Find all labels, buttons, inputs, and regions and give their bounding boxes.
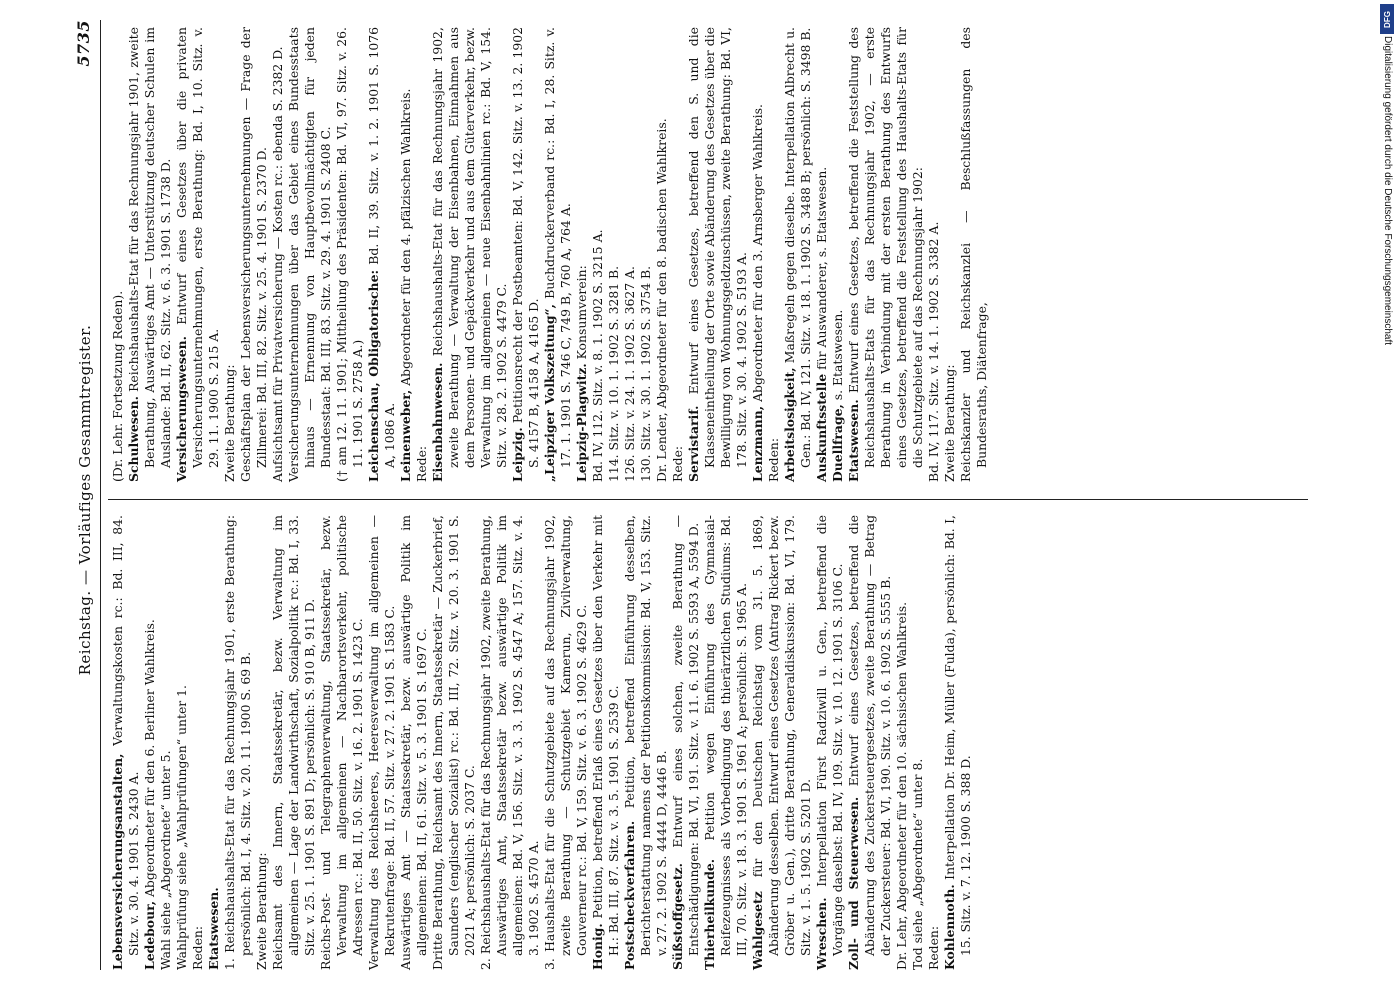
index-entry xyxy=(430,515,478,970)
entry-text: Reichshaushalts-Etat für das Rechnungsjahr 1902, zweite Berathung — Verwaltung der Eisenbahnen, Einnahmen aus dem Personen- und Gepäckverkehr und aus dem Güterverkehr, bezw. Verwaltung im allgemeinen — neue Eisenbahnlinien rc.: Bd. V, 154. Sitz. v. 28. 2. 1902 S. 4479 C. xyxy=(430,27,509,468)
entry-keyword: Auskunftsstelle xyxy=(814,373,829,482)
entry-text: Verwaltungskosten rc.: Bd. III, 84. Sitz. v. 30. 4. 1901 S. 2430 A. xyxy=(110,515,141,956)
index-entry xyxy=(510,27,542,482)
entry-text: Reichs-Post- und Telegraphenverwaltung, Staatssekretär, bezw. Verwaltung im allgemeinen — Nachbarortsverkehr, politische Adressen rc.: Bd. II, 50. Sitz. v. 16. 2. 1901 S. 1423 C. xyxy=(318,515,365,970)
index-entry xyxy=(430,27,510,482)
entry-text: Wahlprüfung siehe „Wahlprüfungen“ unter 1. xyxy=(174,685,189,970)
entry-text: Entwurf eines Gesetzes, betreffend die Abänderung des Zuckersteuergesetzes, zweite Berathung — Betrag der Zuckersteuer: Bd. VI, 190. Sitz. v. 10. 6. 1902 S. 5555 B. xyxy=(846,515,893,956)
index-entry xyxy=(846,515,894,970)
entry-keyword: Süßstoffgesetz. xyxy=(670,863,685,970)
index-entry xyxy=(126,27,174,482)
entry-text: Bd. IV, 117. Sitz. v. 14. 1. 1902 S. 3382 A. xyxy=(926,221,941,482)
entry-text: Petition, betreffend Erlaß eines Gesetzes über den Verkehr mit H.: Bd. III, 87. Sitz. v. 3. 5. 1901 S. 2539 C. xyxy=(590,515,621,956)
dfg-logo-text: DFG xyxy=(1382,10,1392,28)
index-entry xyxy=(926,27,942,482)
index-entry xyxy=(750,27,766,482)
index-entry xyxy=(334,27,366,482)
entry-keyword: Honig. xyxy=(590,923,605,970)
dfg-logo xyxy=(1380,4,1394,34)
index-entry xyxy=(942,515,974,970)
left-column xyxy=(110,515,974,970)
entry-text: Versicherungsunternehmungen über das Gebiet eines Bundesstaats hinaus — Ernennung von Hauptbevollmächtigten für jeden Bundesstaat: Bd. III, 83. Sitz. v. 29. 4. 1901 S. 2408 C. xyxy=(286,27,333,482)
entry-keyword: Schulwesen. xyxy=(126,396,141,482)
entry-keyword: Leichenschau, Obligatorische: xyxy=(366,269,381,482)
index-entry xyxy=(654,27,670,482)
index-entry xyxy=(702,515,750,970)
index-entry xyxy=(366,27,398,482)
entry-text: Konsumverein: xyxy=(574,265,589,364)
header-rule xyxy=(100,20,101,970)
page-number: 5735 xyxy=(74,20,93,67)
entry-text: für Auswanderer, s. Etatswesen. xyxy=(814,166,829,374)
entry-text: s. Etatswesen. xyxy=(830,309,845,405)
index-entry xyxy=(814,515,846,970)
page-header xyxy=(70,0,100,1000)
entry-text: Tod siehe „Abgeordnete“ unter 8. xyxy=(910,758,925,970)
index-entry xyxy=(814,27,830,482)
entry-keyword: Leipzig-Plagwitz. xyxy=(574,363,589,482)
entry-text: Verwaltung des Reichsheeres, Heeresverwaltung im allgemeinen — Rekrutenfrage: Bd. II, 57. Sitz. v. 27. 2. 1901 S. 1583 C. xyxy=(366,515,397,970)
entry-text: 1. Reichshaushalts-Etat für das Rechnungsjahr 1901, erste Berathung: persönlich: Bd. I, 4. Sitz. v. 20. 11. 1900 S. 69 B. xyxy=(222,515,253,970)
entry-text: Rede: xyxy=(670,445,685,482)
index-entry xyxy=(270,27,286,482)
index-entry xyxy=(158,515,174,970)
entry-text: Dritte Berathung, Reichsamt des Innern, Staatssekretär — Zuckerbrief, Saunders (englischer Sozialist) rc.: Bd. III, 72. Sitz. v. 20. 3. 1901 S. 2021 A; persönlich: S. 2037 C. xyxy=(430,515,477,970)
index-entry xyxy=(606,27,622,482)
index-entry xyxy=(622,515,670,970)
entry-text: Zweite Berathung: xyxy=(942,364,957,482)
entry-text: Entwurf eines Gesetzes, betreffend den S. und die Klasseneintheilung der Orte sowie Abänderung des Gesetzes über die Bewilligung von Wohnungsgeldzuschüssen, zweite Berathung: Bd. VI, 178. Sitz. v. 30. 4. 1902 S. 5193 A. xyxy=(686,27,749,468)
index-entry xyxy=(398,515,430,970)
entry-keyword: Servistarif. xyxy=(686,405,701,482)
entry-text: Entwurf eines solchen, zweite Berathung — Entschädigungen: Bd. VI, 191. Sitz. v. 11. 6. 1902 S. 5593 A, 5594 D. xyxy=(670,515,701,956)
entry-text: Bd. II, 39. Sitz. v. 1. 2. 1901 S. 1076 A, 1086 A. xyxy=(366,27,397,468)
entry-text: Abgeordneter für den 4. pfälzischen Wahlkreis. xyxy=(398,88,413,390)
entry-text: Reden: xyxy=(190,925,205,970)
column-divider xyxy=(108,499,1308,500)
entry-text: 2. Reichshaushalts-Etat für das Rechnungsjahr 1902, zweite Berathung, Auswärtiges Amt, Staatssekretär bezw. auswärtige Politik im allgemeinen: Bd. V, 156. Sitz. v. 3. 3. 1902 S. 4547 A; 157. Sitz. v. 4. 3. 1902 S. 4570 A. xyxy=(478,515,541,970)
entry-text: Zweite Berathung: xyxy=(222,364,237,482)
entry-text: Aufsichtsamt für Privatversicherung — Kosten rc.: ebenda S. 2382 D. xyxy=(270,46,285,482)
entry-keyword: Duellfrage, xyxy=(830,404,845,482)
index-entry xyxy=(206,515,222,970)
index-entry xyxy=(910,515,926,970)
entry-text: 126. Sitz. v. 24. 1. 1902 S. 3627 A. xyxy=(622,266,637,482)
index-entry xyxy=(846,27,926,482)
entry-text: Entwurf eines Gesetzes, betreffend die Feststellung des Reichshaushalts-Etats für das Rechnungsjahr 1902, — erste Berathung in Verbindung mit der ersten Berathung des Entwurfs eines Gesetzes, betreffend die Feststellung des Haushalts-Etats für die Schutzgebiete auf das Rechnungsjahr 1902: xyxy=(846,27,925,468)
entry-keyword: Arbeitslosigkeit, xyxy=(782,367,797,482)
index-entry xyxy=(366,515,398,970)
entry-keyword: Ledebour, xyxy=(142,900,157,970)
index-entry xyxy=(222,515,254,970)
index-entry xyxy=(414,27,430,482)
index-entry xyxy=(942,27,958,482)
entry-keyword: Lenzmann, xyxy=(750,405,765,482)
index-entry xyxy=(254,515,270,970)
entry-text: Geschäftsplan der Lebensversicherungsunternehmungen — Frage der Zillmerei: Bd. III, 82. Sitz. v. 25. 4. 1901 S. 2370 D. xyxy=(238,27,269,482)
index-entry xyxy=(542,27,574,482)
entry-keyword: Leinenweber, xyxy=(398,389,413,482)
entry-text: 114. Sitz. v. 10. 1. 1902 S. 3281 B. xyxy=(606,265,621,482)
index-entry xyxy=(238,27,270,482)
entry-keyword: „Leipziger Volkszeitung“, xyxy=(542,304,557,482)
entry-text: († am 12. 11. 1901; Mittheilung des Präsidenten: Bd. VI, 97. Sitz. v. 26. 11. 1901 S. 2758 A.) xyxy=(334,27,365,482)
right-column xyxy=(110,27,990,482)
index-entry xyxy=(286,27,334,482)
entry-keyword: Thierheilkunde. xyxy=(702,858,717,970)
entry-text: Reden: xyxy=(926,925,941,970)
index-entry xyxy=(894,515,910,970)
entry-keyword: Lebensversicherungsanstalten, xyxy=(110,753,125,970)
digitisation-note: Digitalisierung gefördert durch die Deutsche Forschungsgemeinschaft xyxy=(1382,36,1393,346)
index-entry xyxy=(590,515,622,970)
index-entry xyxy=(478,515,542,970)
entry-text: Abgeordneter für den 6. Berliner Wahlkreis. xyxy=(142,619,157,901)
entry-text: Bd. IV, 112. Sitz. v. 8. 1. 1902 S. 3215 A. xyxy=(590,229,605,482)
index-entry xyxy=(830,27,846,482)
entry-text: Interpellation Fürst Radziwill u. Gen., betreffend die Vorgänge daselbst: Bd. IV, 109. Sitz. v. 10. 12. 1901 S. 3106 C. xyxy=(814,515,845,956)
entry-text: Reichsamt des Innern, Staatssekretär, bezw. Verwaltung im allgemeinen — Lage der Landwirthschaft, Sozialpolitik rc.: Bd. I, 33. Sitz. v. 25. 1. 1901 S. 891 D; persönlich: S. 910 B, 911 D. xyxy=(270,515,317,970)
entry-keyword: Wreschen. xyxy=(814,897,829,970)
entry-text: für den Deutschen Reichstag vom 31. 5. 1869, Abänderung desselben. Entwurf eines Gesetzes (Antrag Rickert bezw. Gröber u. Gen.), dritte Berathung, Generaldiskussion: Bd. VI, 179. Sitz. v. 1. 5. 1902 S. 5201 D. xyxy=(750,515,813,956)
entry-text: Rede: xyxy=(414,445,429,482)
index-entry xyxy=(110,515,142,970)
entry-text: Petition wegen Einführung des Gymnasial-Reifezeugnisses als Vorbedingung des thierärztlichen Studiums: Bd. III, 70. Sitz. v. 18. 3. 1901 S. 1961 A; persönlich: S. 1965 A. xyxy=(702,515,749,956)
index-entry xyxy=(638,27,654,482)
digitisation-sidebar xyxy=(1377,0,1397,1000)
entry-keyword: Versicherungswesen. xyxy=(174,336,189,482)
entry-text: Reichskanzler und Reichskanzlei — Beschlußfassungen des Bundesraths, Diätenfrage, xyxy=(958,27,989,482)
entry-text: Auswärtiges Amt — Staatssekretär, bezw. auswärtige Politik im allgemeinen: Bd. II, 61. Sitz. v. 5. 3. 1901 S. 1697 C. xyxy=(398,515,429,970)
index-entry xyxy=(574,27,590,482)
entry-text: (Dr. Lehr. Fortsetzung Reden). xyxy=(110,290,125,482)
index-entry xyxy=(542,515,590,970)
entry-keyword: Etatswesen. xyxy=(206,887,221,970)
entry-text: Dr. Lender, Abgeordneter für den 8. badischen Wahlkreis. xyxy=(654,118,669,482)
entry-text: Zweite Berathung: xyxy=(254,852,269,970)
index-entry xyxy=(750,515,814,970)
entry-keyword: Eisenbahnwesen. xyxy=(430,362,445,482)
index-entry xyxy=(686,27,750,482)
entry-text: Wahl siehe „Abgeordnete“ unter 5. xyxy=(158,750,173,970)
entry-text: Maßregeln gegen dieselbe. Interpellation Albrecht u. Gen.: Bd. IV, 121. Sitz. v. 18. 1. 1902 S. 3488 B; persönlich: S. 3498 B. xyxy=(782,27,813,468)
index-entry xyxy=(142,515,158,970)
index-entry xyxy=(670,515,702,970)
page-title: Reichstag. — Vorläufiges Gesammtregister. xyxy=(76,324,94,676)
entry-text: Entwurf eines Gesetzes über die privaten Versicherungsunternehmungen, erste Berathung: Bd. I, 10. Sitz. v. 29. 11. 1900 S. 215 A. xyxy=(174,27,221,468)
entry-text: 3. Haushalts-Etat für die Schutzgebiete auf das Rechnungsjahr 1902, zweite Berathung — Schutzgebiet Kamerun, Zivilverwaltung, Gouverneur rc.: Bd. V, 159. Sitz. v. 6. 3. 1902 S. 4629 C. xyxy=(542,515,589,970)
entry-keyword: Leipzig. xyxy=(510,427,525,482)
index-entry xyxy=(222,27,238,482)
index-entry xyxy=(190,515,206,970)
entry-keyword: Postscheckverfahren. xyxy=(622,820,637,970)
index-entry xyxy=(782,27,814,482)
entry-keyword: Wahlgesetz xyxy=(750,891,765,970)
entry-text: Petitionsrecht der Postbeamten: Bd. V, 142. Sitz. v. 13. 2. 1902 S. 4157 B, 4158 A, 4165 D. xyxy=(510,27,541,468)
index-entry xyxy=(318,515,366,970)
index-entry xyxy=(398,27,414,482)
index-entry xyxy=(670,27,686,482)
index-entry xyxy=(926,515,942,970)
entry-keyword: Etatswesen. xyxy=(846,399,861,482)
entry-text: Buchdruckerverband rc.: Bd. I, 28. Sitz. v. 17. 1. 1901 S. 746 C, 749 B, 760 A, 764 A. xyxy=(542,27,573,468)
entry-text: Abgeordneter für den 3. Arnsberger Wahlkreis. xyxy=(750,104,765,406)
entry-text: Reichshaushalts-Etat für das Rechnungsjahr 1901, zweite Berathung, Auswärtiges Amt — Unterstützung deutscher Schulen im Auslande: Bd. II, 62. Sitz. v. 6. 3. 1901 S. 1738 D. xyxy=(126,27,173,468)
index-entry xyxy=(174,515,190,970)
index-entry xyxy=(270,515,318,970)
entry-text: Dr. Lehr, Abgeordneter für den 10. sächsischen Wahlkreis. xyxy=(894,601,909,970)
index-entry xyxy=(766,27,782,482)
index-entry xyxy=(110,27,126,482)
index-entry xyxy=(622,27,638,482)
index-entry xyxy=(590,27,606,482)
index-entry xyxy=(958,27,990,482)
entry-keyword: Kohlennoth. xyxy=(942,884,957,970)
entry-text: 130. Sitz. v. 30. 1. 1902 S. 3754 B. xyxy=(638,265,653,482)
entry-text: Reden: xyxy=(766,437,781,482)
entry-text: Interpellation Dr. Heim, Müller (Fulda), persönlich: Bd. I, 15. Sitz. v. 7. 12. 1900 S. 388 D. xyxy=(942,515,973,956)
entry-keyword: Zoll- und Steuerwesen. xyxy=(846,796,861,970)
index-entry xyxy=(174,27,222,482)
entry-text: Petition, betreffend Einführung desselben, Berichterstattung namens der Petitionskommission: Bd. V, 153. Sitz. v. 27. 2. 1902 S. 4444 D, 4446 B. xyxy=(622,515,669,956)
